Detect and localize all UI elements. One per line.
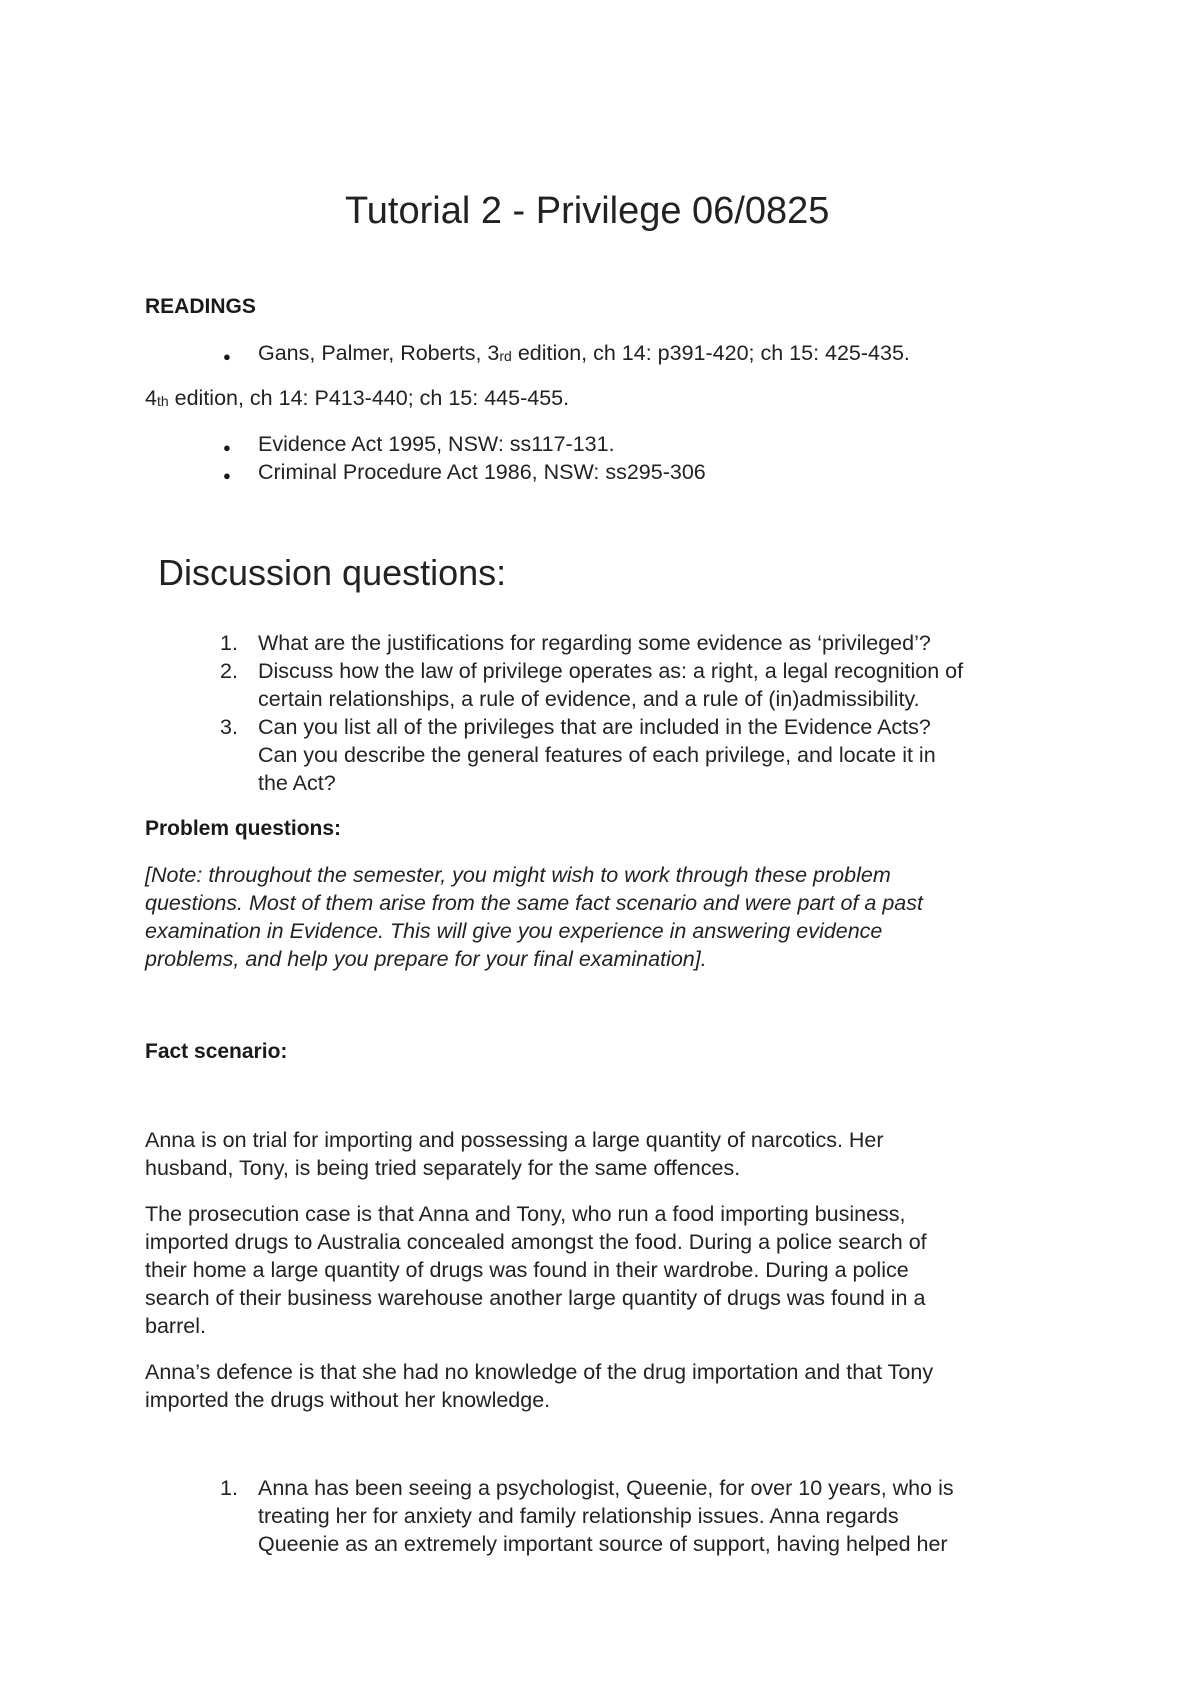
list-item-continued: Can you describe the general features of each privilege, and locate it in [258, 743, 936, 767]
paragraph-line: imported drugs to Australia concealed amongst the food. During a police search of [145, 1230, 927, 1254]
list-number: 1. [220, 631, 238, 655]
reading-line: 4th edition, ch 14: P413-440; ch 15: 445-455. [145, 386, 570, 410]
list-item: Anna has been seeing a psychologist, Queenie, for over 10 years, who is [258, 1476, 954, 1500]
list-item-continued: the Act? [258, 771, 336, 795]
page-title: Tutorial 2 - Privilege 06/0825 [345, 190, 830, 232]
note-line: [Note: throughout the semester, you might wish to work through these problem [145, 863, 891, 887]
list-number: 3. [220, 715, 238, 739]
list-item: Can you list all of the privileges that are included in the Evidence Acts? [258, 715, 931, 739]
readings-heading: READINGS [145, 295, 256, 318]
paragraph-line: their home a large quantity of drugs was found in their wardrobe. During a police [145, 1258, 909, 1282]
fact-heading: Fact scenario: [145, 1040, 288, 1063]
note-line: examination in Evidence. This will give you experience in answering evidence [145, 919, 883, 943]
note-line: problems, and help you prepare for your final examination]. [145, 947, 707, 971]
paragraph-line: The prosecution case is that Anna and Tony, who run a food importing business, [145, 1202, 906, 1226]
paragraph-line: imported the drugs without her knowledge. [145, 1388, 551, 1412]
bullet-icon: ● [223, 468, 231, 483]
problem-heading: Problem questions: [145, 817, 342, 840]
paragraph-line: search of their business warehouse another large quantity of drugs was found in a [145, 1286, 926, 1310]
list-item: Discuss how the law of privilege operates as: a right, a legal recognition of [258, 659, 964, 683]
list-item: What are the justifications for regarding some evidence as ‘privileged’? [258, 631, 931, 655]
bullet-icon: ● [223, 440, 231, 455]
list-number: 2. [220, 659, 238, 683]
list-number: 1. [220, 1476, 238, 1500]
list-item-continued: certain relationships, a rule of evidence, and a rule of (in)admissibility. [258, 687, 920, 711]
reading-item: Evidence Act 1995, NSW: ss117-131. [258, 432, 615, 456]
paragraph-line: husband, Tony, is being tried separately for the same offences. [145, 1156, 741, 1180]
paragraph-line: barrel. [145, 1314, 206, 1338]
discussion-heading: Discussion questions: [158, 552, 507, 593]
reading-item: Gans, Palmer, Roberts, 3rd edition, ch 14: p391-420; ch 15: 425-435. [258, 341, 910, 365]
paragraph-line: Anna is on trial for importing and possessing a large quantity of narcotics. Her [145, 1128, 884, 1152]
paragraph-line: Anna’s defence is that she had no knowledge of the drug importation and that Tony [145, 1360, 934, 1384]
reading-item: Criminal Procedure Act 1986, NSW: ss295-306 [258, 460, 706, 484]
bullet-icon: ● [223, 349, 231, 364]
note-line: questions. Most of them arise from the same fact scenario and were part of a past [145, 891, 923, 915]
list-item-continued: treating her for anxiety and family relationship issues. Anna regards [258, 1504, 899, 1528]
list-item-continued: Queenie as an extremely important source of support, having helped her [258, 1532, 948, 1556]
